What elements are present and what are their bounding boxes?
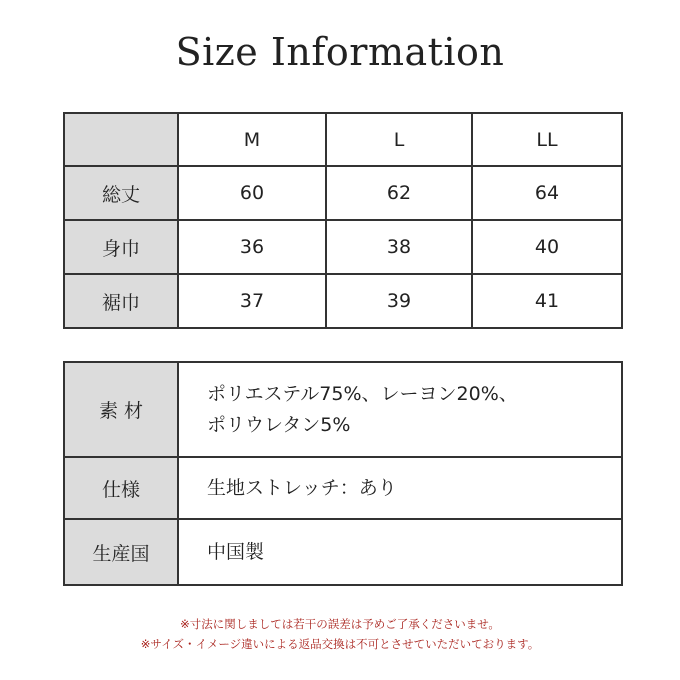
row-label-body-width: 身巾 xyxy=(64,220,178,274)
origin-value xyxy=(178,519,622,585)
spec-table xyxy=(63,361,623,586)
row-label-total-length: 総丈 xyxy=(64,166,178,220)
table-cell: 60 xyxy=(178,166,326,220)
note-line: ※寸法に関しましては若干の誤差は予めご了承くださいませ。 xyxy=(180,617,500,631)
spec-value xyxy=(178,457,622,519)
spec-line: 生地ストレッチ：あり xyxy=(207,476,397,499)
size-table xyxy=(63,112,623,329)
table-row xyxy=(64,362,622,457)
table-row xyxy=(64,519,622,585)
material-value xyxy=(178,362,622,457)
size-corner-cell xyxy=(64,113,178,166)
page-title: Size Information xyxy=(175,30,505,74)
row-label-material: 素 材 xyxy=(64,362,178,457)
table-cell: 38 xyxy=(326,220,472,274)
table-row xyxy=(64,457,622,519)
row-label-origin: 生産国 xyxy=(64,519,178,585)
size-column-l: L xyxy=(326,113,472,166)
table-row xyxy=(64,274,622,328)
size-column-m: M xyxy=(178,113,326,166)
table-cell: 39 xyxy=(326,274,472,328)
size-header-row xyxy=(64,113,622,166)
size-column-ll: LL xyxy=(472,113,622,166)
material-line: ポリウレタン5% xyxy=(207,413,351,436)
table-cell: 64 xyxy=(472,166,622,220)
table-row xyxy=(64,166,622,220)
table-cell: 41 xyxy=(472,274,622,328)
table-cell: 40 xyxy=(472,220,622,274)
material-line: ポリエステル75%、レーヨン20%、 xyxy=(207,382,518,405)
row-label-hem-width: 裾巾 xyxy=(64,274,178,328)
table-row xyxy=(64,220,622,274)
table-cell: 37 xyxy=(178,274,326,328)
note-line: ※サイズ・イメージ違いによる返品交換は不可とさせていただいております。 xyxy=(140,637,540,651)
origin-line: 中国製 xyxy=(207,540,265,563)
table-cell: 62 xyxy=(326,166,472,220)
row-label-spec: 仕様 xyxy=(64,457,178,519)
table-cell: 36 xyxy=(178,220,326,274)
notes xyxy=(0,614,680,654)
